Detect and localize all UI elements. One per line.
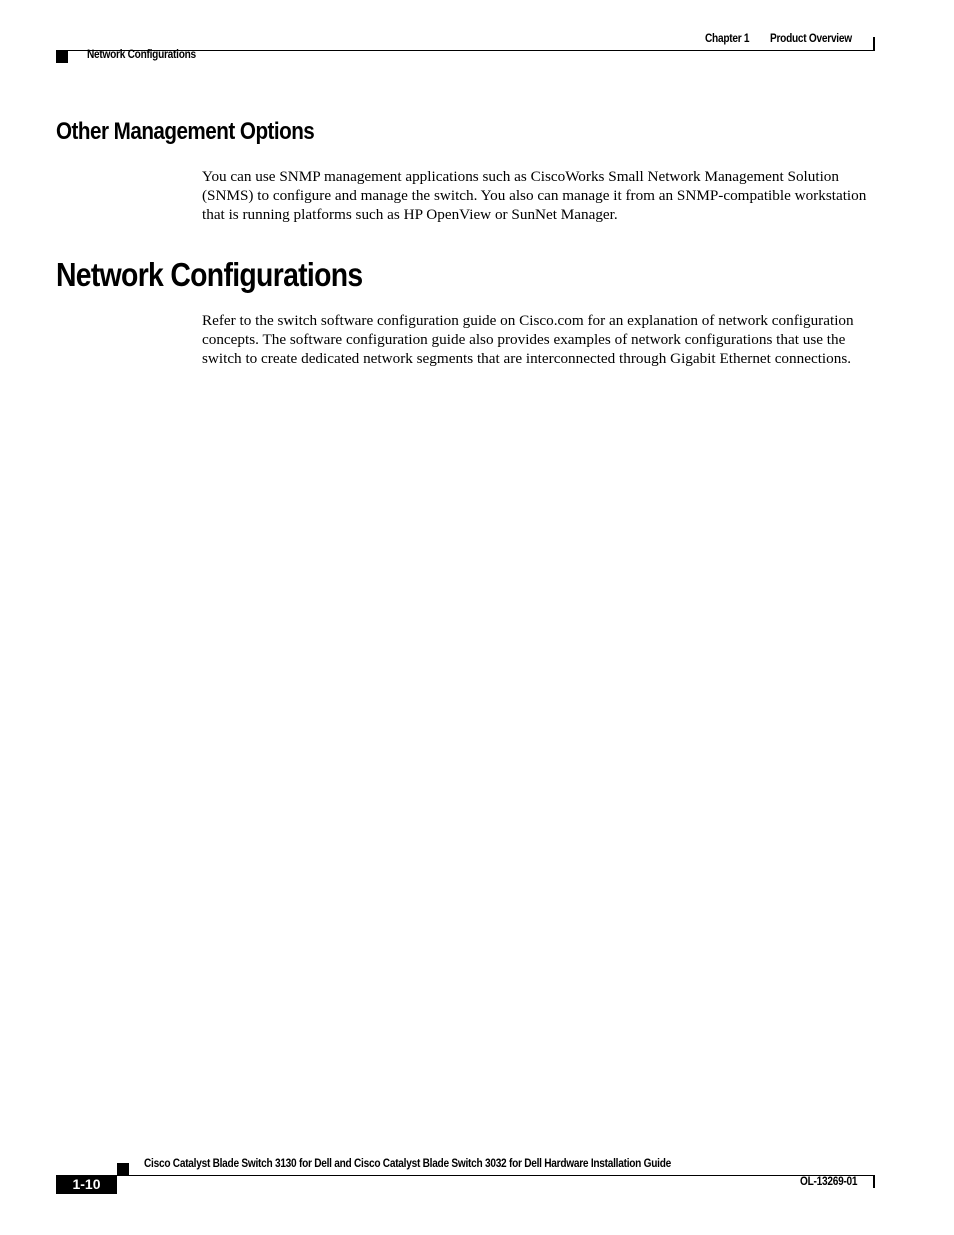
footer-doc-number: OL-13269-01 (800, 1176, 858, 1188)
section-heading-other-management: Other Management Options (56, 118, 315, 145)
footer-rule (56, 1175, 875, 1176)
footer-doc-title: Cisco Catalyst Blade Switch 3130 for Dell and Cisco Catalyst Blade Switch 3032 for Dell Hardware Installation Guide (144, 1158, 671, 1170)
header-marker-square (56, 51, 68, 63)
section-heading-network-configurations: Network Configurations (56, 256, 363, 293)
header-tick-mark (873, 37, 875, 51)
header-chapter-title: Product Overview (770, 33, 852, 45)
footer-marker-square (117, 1163, 129, 1175)
header-section-title: Network Configurations (87, 49, 196, 61)
section-paragraph-network-configurations: Refer to the switch software configuration guide on Cisco.com for an explanation of network configuration concepts. The software configuration guide also provides examples of network configurations that use the switch to create dedicated network segments that are interconnected through Gigabit Ethernet connections. (202, 312, 854, 367)
section-paragraph-other-management: You can use SNMP management applications such as CiscoWorks Small Network Management Solution (SNMS) to configure and manage the switch. You also can manage it from an SNMP-compatible workstation that is running platforms such as HP OpenView or SunNet Manager. (202, 168, 867, 223)
footer-page-number: 1-10 (72, 1176, 101, 1192)
footer-tick-mark (873, 1175, 875, 1188)
header-chapter: Chapter 1 (705, 33, 750, 45)
